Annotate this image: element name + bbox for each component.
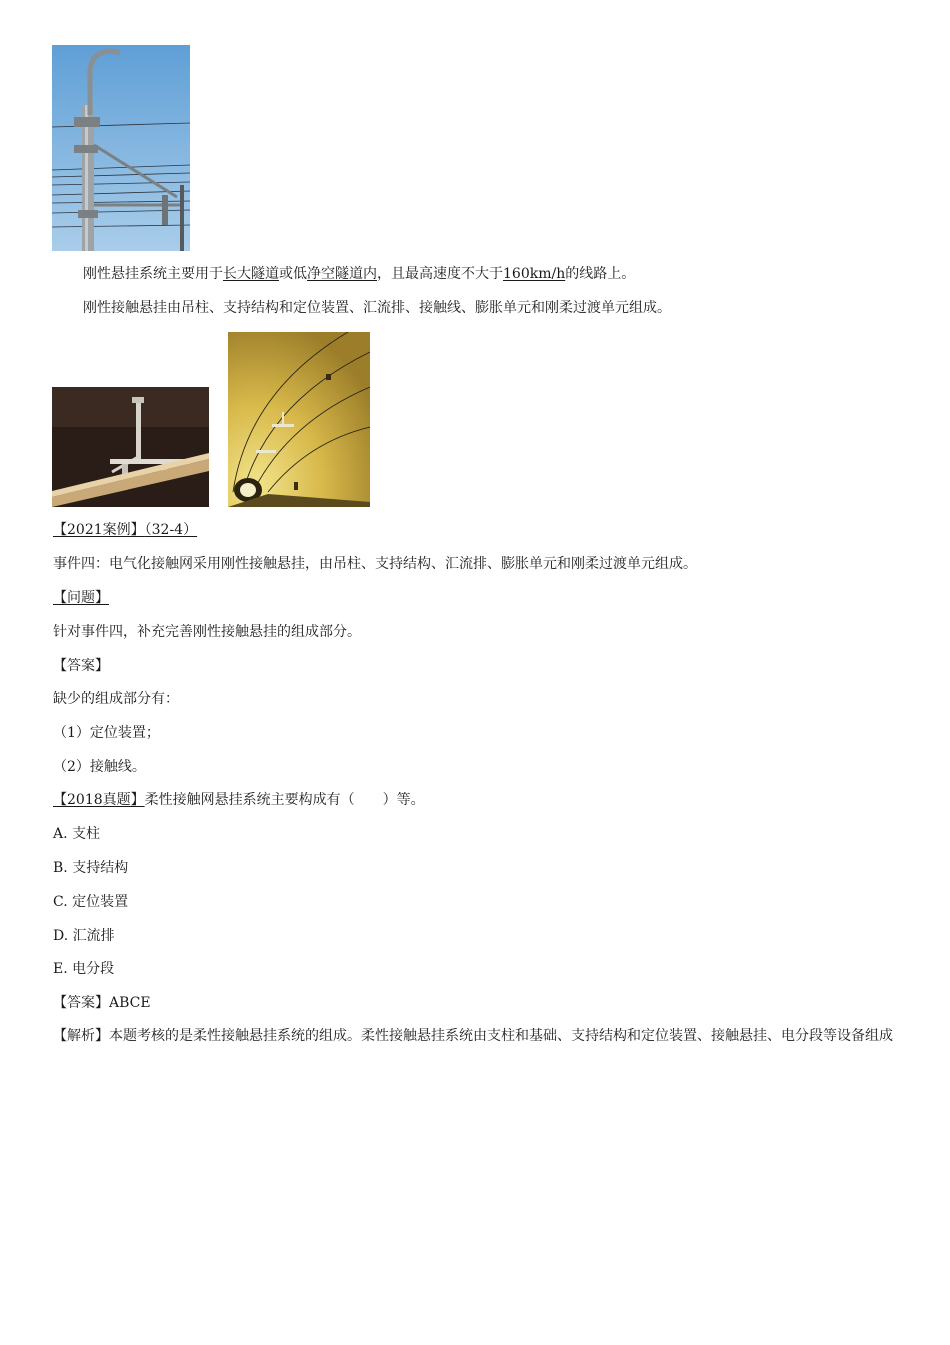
usage-mid2: ，且最高速度不大于 <box>377 266 503 282</box>
rigid-usage-paragraph <box>83 265 635 283</box>
missing-item: （2）接触线。 <box>53 759 146 775</box>
missing-intro: 缺少的组成部分有： <box>53 691 179 707</box>
question-text: 针对事件四，补充完善刚性接触悬挂的组成部分。 <box>53 624 361 640</box>
usage-prefix: 刚性悬挂系统主要用于 <box>83 266 223 282</box>
case-code: （32-4） <box>144 522 198 538</box>
rigid-composition-paragraph: 刚性接触悬挂由吊柱、支持结构和定位装置、汇流排、接触线、膨胀单元和刚柔过渡单元组成。 <box>83 300 671 316</box>
event-four: 事件四：电气化接触网采用刚性接触悬挂，由吊柱、支持结构、汇流排、膨胀单元和刚柔过渡单元组成。 <box>53 556 697 572</box>
catenary-pole-photo <box>52 45 190 251</box>
option-b: B. 支持结构 <box>53 860 129 876</box>
term-speed: 160km/h <box>503 266 566 282</box>
question-tag: 【问题】 <box>53 590 109 606</box>
missing-item: （1）定位装置； <box>53 725 160 741</box>
exam-answer: 【答案】ABCE <box>53 995 151 1011</box>
option-e: E. 电分段 <box>53 961 115 977</box>
rigid-hanger-photo <box>52 387 209 507</box>
answer-tag: 【答案】 <box>53 658 109 674</box>
option-a: A. 支柱 <box>53 826 101 842</box>
usage-mid: 或低 <box>279 266 307 282</box>
case-tag: 【2021案例】 <box>53 522 145 538</box>
usage-suffix: 的线路上。 <box>565 266 636 282</box>
exam-explanation: 【解析】本题考核的是柔性接触悬挂系统的组成。柔性接触悬挂系统由支柱和基础、支持结构和定位装置、接触悬挂、电分段等设备组成 <box>53 1028 893 1044</box>
exam-question-text: 柔性接触网悬挂系统主要构成有（ ）等。 <box>144 792 425 808</box>
option-c: C. 定位装置 <box>53 894 129 910</box>
case-header <box>53 521 197 539</box>
exam-tag: 【2018真题】 <box>53 792 145 808</box>
tunnel-photo <box>228 332 370 507</box>
exam-question <box>53 791 425 809</box>
option-d: D. 汇流排 <box>53 928 115 944</box>
term-low-clearance: 净空隧道内 <box>307 266 377 282</box>
term-long-tunnel: 长大隧道 <box>223 266 279 282</box>
